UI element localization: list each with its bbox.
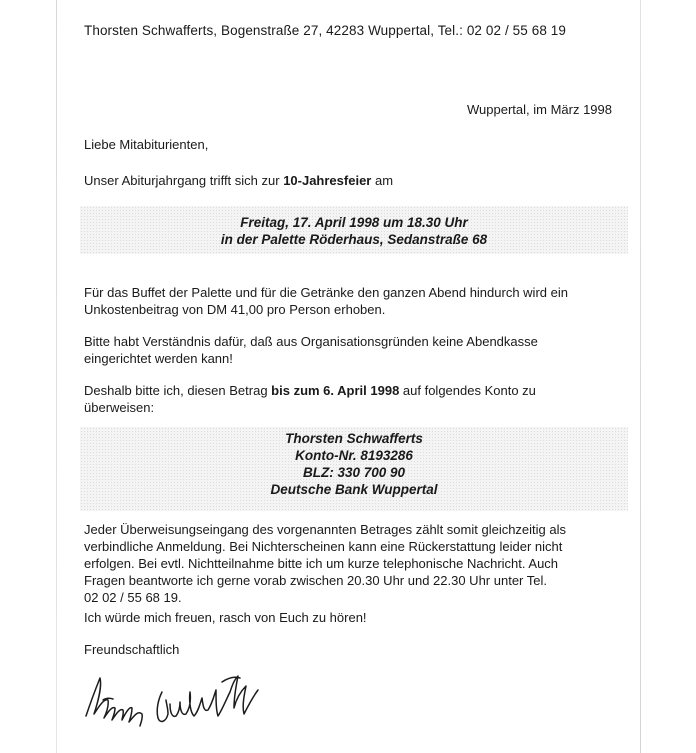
transfer-deadline: bis zum 6. April 1998 bbox=[271, 383, 400, 398]
account-holder: Thorsten Schwafferts bbox=[285, 431, 423, 446]
handwritten-signature-icon bbox=[82, 656, 282, 732]
paragraph-registration-line-4: Fragen beantworte ich gerne vorab zwischen 20.30 Uhr und 22.30 Uhr unter Tel. bbox=[84, 573, 547, 588]
paragraph-transfer-line-1 bbox=[84, 382, 536, 400]
transfer-text-after: auf folgendes Konto zu bbox=[399, 383, 536, 398]
date-line: Wuppertal, im März 1998 bbox=[467, 102, 612, 117]
event-date: Freitag, 17. April 1998 um 18.30 Uhr bbox=[240, 215, 468, 230]
closing-line: Ich würde mich freuen, rasch von Euch zu hören! bbox=[84, 610, 367, 625]
scan-edge-right bbox=[640, 0, 641, 753]
paragraph-no-cashdesk-line-1: Bitte habt Verständnis dafür, daß aus Organisationsgründen keine Abendkasse bbox=[84, 334, 538, 349]
bank-name: Deutsche Bank Wuppertal bbox=[270, 482, 438, 497]
transfer-text-before: Deshalb bitte ich, diesen Betrag bbox=[84, 383, 272, 398]
event-location: in der Palette Röderhaus, Sedanstraße 68 bbox=[220, 232, 488, 247]
paragraph-registration-line-2: verbindliche Anmeldung. Bei Nichterscheinen kann eine Rückerstattung leider nicht bbox=[84, 539, 563, 554]
intro-emphasis: 10-Jahresfeier bbox=[283, 173, 372, 188]
account-number: Konto-Nr. 8193286 bbox=[295, 448, 413, 463]
paragraph-cost-line-1: Für das Buffet der Palette und für die Getränke den ganzen Abend hindurch wird ein bbox=[84, 285, 568, 300]
paragraph-no-cashdesk-line-2: eingerichtet werden kann! bbox=[84, 351, 233, 366]
paragraph-transfer-line-2: überweisen: bbox=[84, 400, 155, 415]
paragraph-registration-line-1: Jeder Überweisungseingang des vorgenannten Betrages zählt somit gleichzeitig als bbox=[84, 522, 567, 537]
intro-text-after: am bbox=[371, 173, 394, 188]
intro-text-before: Unser Abiturjahrgang trifft sich zur bbox=[84, 173, 284, 188]
intro-line bbox=[84, 172, 393, 190]
paragraph-registration-line-3: erfolgen. Bei evtl. Nichtteilnahme bitte ich um kurze telephonische Nachricht. Auch bbox=[84, 556, 559, 571]
greeting: Liebe Mitabiturienten, bbox=[84, 137, 209, 152]
regards: Freundschaftlich bbox=[84, 642, 180, 657]
paragraph-cost-line-2: Unkostenbeitrag von DM 41,00 pro Person erhoben. bbox=[84, 302, 386, 317]
paragraph-registration-line-5: 02 02 / 55 68 19. bbox=[84, 590, 182, 605]
letterhead: Thorsten Schwafferts, Bogenstraße 27, 42283 Wuppertal, Tel.: 02 02 / 55 68 19 bbox=[84, 23, 566, 38]
bank-code: BLZ: 330 700 90 bbox=[302, 465, 406, 480]
scan-edge-left bbox=[56, 0, 57, 753]
